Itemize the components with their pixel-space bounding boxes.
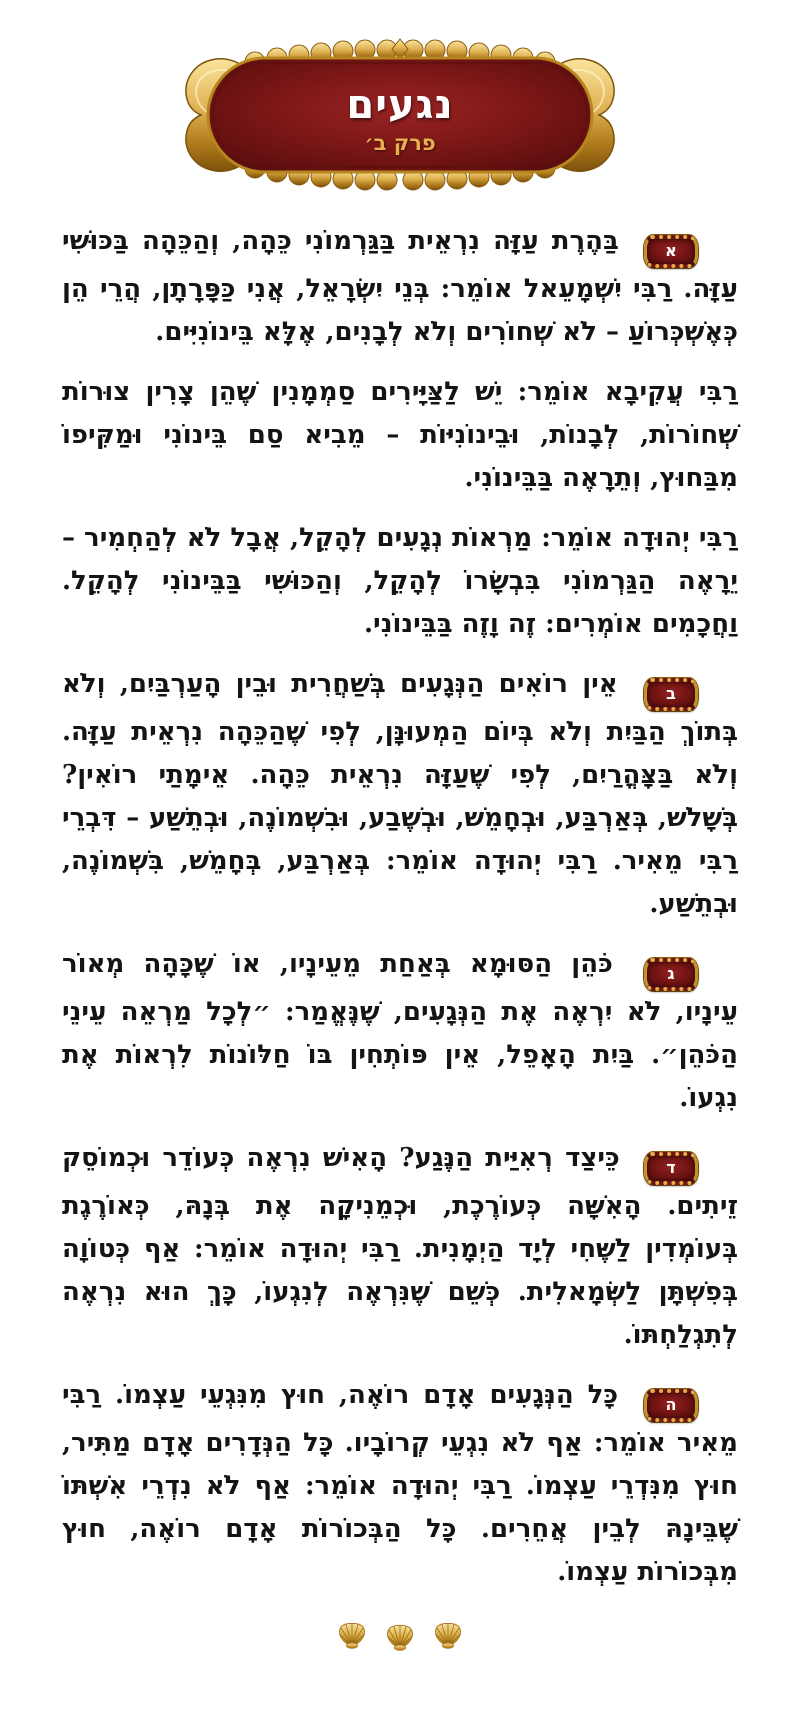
paragraph-text: רַבִּי יְהוּדָה אוֹמֵר: מַרְאוֹת נְגָעִים לְהָקֵל, אֲבָל לֹא לְהַחְמִיר – יֵרָאֶה הַגַּרְמוֹנִי בִּבְשָׂרוֹ לְהָקֵל, וְהַכּוּשִׁי בַּבֵּינוֹנִי לְהָקֵל. וַחֲכָמִים אוֹמְרִים: זֶה וָזֶה בַּבֵּינוֹנִי. (62, 523, 738, 639)
footer-ornaments (0, 1620, 800, 1650)
mishnah-marker-badge-dalet: ד (644, 1152, 698, 1185)
mishnah-paragraph-4 (62, 1137, 738, 1357)
mishnah-text (62, 220, 738, 1594)
shell-icon (336, 1620, 368, 1650)
chapter-header (170, 38, 630, 192)
mishnah-paragraph-2 (62, 663, 738, 926)
chapter-subtitle: פרק ב׳ (364, 129, 436, 155)
paragraph-text: רַבִּי עֲקִיבָא אוֹמֵר: יֵשׁ לַצַּיָּירִים סַמְמָנִין שֶׁהֵן צָרִין צוּרוֹת שְׁחוֹרוֹת, לְבָנוֹת, וּבֵינוֹנִיּוֹת – מֵבִיא סַם בֵּינוֹנִי וּמַקִּיפוֹ מִבַּחוּץ, וְתֵרָאֶה בַּבֵּינוֹנִי. (62, 377, 738, 493)
mishnah-marker-badge-alef: א (644, 235, 698, 268)
maroon-panel (208, 58, 592, 172)
mishnah-marker-badge-gimel: ג (644, 958, 698, 991)
paragraph-text: כֵּיצַד רְאִיַּית הַנֶּגַע? הָאִישׁ נִרְאֶה כְּעוֹדֵר וּכְמוֹסֵק זֵיתִים. הָאִשָּׁה כְּעוֹרֶכֶת, וּכְמֵנִיקָה אֶת בְּנָהּ, כְּאוֹרֶגֶת בְּעוֹמְדִין לַשֶּׁחִי לְיָד הַיְמָנִית. רַבִּי יְהוּדָה אוֹמֵר: אַף כְּטוֹוָה בְּפִשְׁתָּן לַשְּׂמָאלִית. כְּשֵׁם שֶׁנִּרְאֶה לְנִגְעוֹ, כָּךְ הוּא נִרְאֶה לְתִגְלַחְתּוֹ. (62, 1143, 738, 1350)
tractate-title: נגעים (346, 80, 454, 128)
shell-icon (432, 1620, 464, 1650)
mishnah-paragraph-1 (62, 220, 738, 354)
mishnah-paragraph-5 (62, 1374, 738, 1594)
mishnah-marker-badge-he: ה (644, 1389, 698, 1422)
paragraph-text: אֵין רוֹאִים הַנְּגָעִים בְּשַׁחֲרִית וּבֵין הָעַרְבַּיִם, וְלֹא בְּתוֹךְ הַבַּיִת וְלֹא בְּיוֹם הַמְעוּנָּן, לְפִי שֶׁהַכֵּהָה נִרְאֵית עַזָּה. וְלֹא בַּצָּהֳרַיִם, לְפִי שֶׁעַזָּה נִרְאֵית כֵּהָה. אֵימָתַי רוֹאִין? בְּשָׁלֹשׁ, בְּאַרְבַּע, וּבְחָמֵשׁ, וּבְשֶׁבַע, וּבִשְׁמוֹנֶה, וּבְתֵשַׁע – דִּבְרֵי רַבִּי מֵאִיר. רַבִּי יְהוּדָה אוֹמֵר: בְּאַרְבַּע, בְּחָמֵשׁ, בִּשְׁמוֹנֶה, וּבְתֵשַׁע. (62, 669, 738, 919)
ornate-gold-frame (170, 38, 630, 192)
mishnah-paragraph-3 (62, 943, 738, 1120)
mishnah-marker-badge-bet: ב (644, 678, 698, 711)
mishnah-paragraph-1b (62, 371, 738, 500)
paragraph-text: כָּל הַנְּגָעִים אָדָם רוֹאֶה, חוּץ מִנִּגְעֵי עַצְמוֹ. רַבִּי מֵאִיר אוֹמֵר: אַף לֹא נִגְעֵי קְרוֹבָיו. כָּל הַנְּדָרִים אָדָם מַתִּיר, חוּץ מִנִּדְרֵי עַצְמוֹ. רַבִּי יְהוּדָה אוֹמֵר: אַף לֹא נִדְרֵי אִשְׁתּוֹ שֶׁבֵּינָהּ לְבֵין אֲחֵרִים. כָּל הַבְּכוֹרוֹת אָדָם רוֹאֶה, חוּץ מִבְּכוֹרוֹת עַצְמוֹ. (62, 1380, 738, 1587)
paragraph-text: בַּהֶרֶת עַזָּה נִרְאֵית בַּגַּרְמוֹנִי כֵּהָה, וְהַכֵּהָה בַּכּוּשִׁי עַזָּה. רַבִּי יִשְׁמָעֵאל אוֹמֵר: בְּנֵי יִשְׂרָאֵל, אֲנִי כַּפָּרָתָן, הֲרֵי הֵן כְּאֶשְׁכְּרוֹעַ – לֹא שְׁחוֹרִים וְלֹא לְבָנִים, אֶלָּא בֵּינוֹנִיִּים. (62, 226, 738, 347)
paragraph-text: כֹּהֵן הַסּוּמָא בְּאַחַת מֵעֵינָיו, אוֹ שֶׁכָּהָה מְאוֹר עֵינָיו, לֹא יִרְאֶה אֶת הַנְּגָעִים, שֶׁנֶּאֱמַר: ״לְכָל מַרְאֵה עֵינֵי הַכֹּהֵן״. בַּיִת הָאָפֵל, אֵין פּוֹתְחִין בּוֹ חַלּוֹנוֹת לִרְאוֹת אֶת נִגְעוֹ. (62, 949, 738, 1113)
shell-icon (384, 1622, 416, 1652)
mishnah-paragraph-1c (62, 517, 738, 646)
